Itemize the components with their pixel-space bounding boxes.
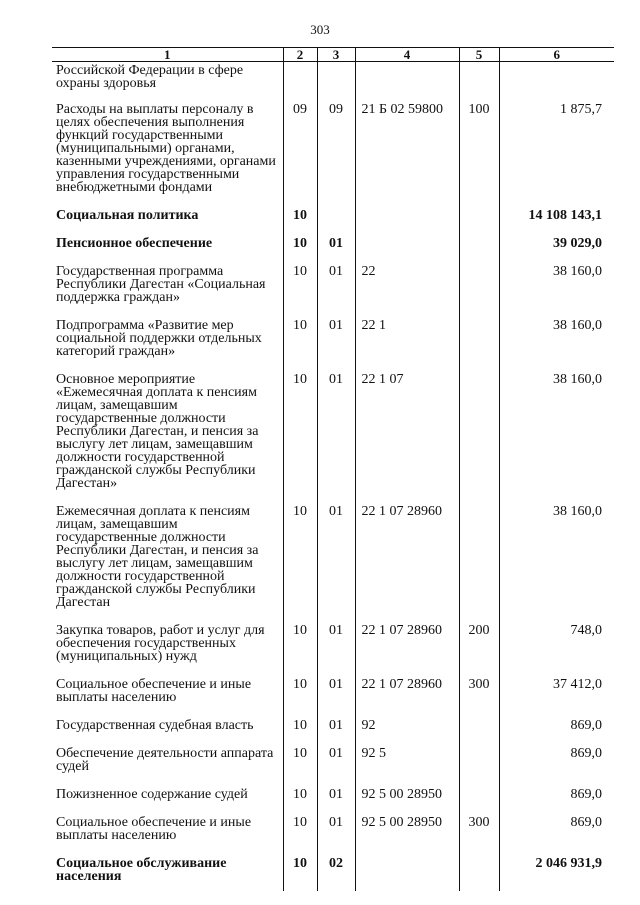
section-code-cell: 10	[283, 262, 317, 316]
table-row	[52, 785, 614, 813]
amount-cell: 38 160,0	[499, 262, 614, 316]
section-code-cell: 10	[283, 854, 317, 891]
table-row	[52, 744, 614, 785]
table-row	[52, 813, 614, 854]
subsection-code-cell	[317, 206, 355, 234]
subsection-code-cell: 01	[317, 316, 355, 370]
section-code-cell: 10	[283, 675, 317, 716]
subsection-code-cell: 09	[317, 100, 355, 206]
target-article-cell: 22	[355, 262, 459, 316]
section-code-cell: 10	[283, 370, 317, 502]
row-name-cell: Российской Федерации в сфере охраны здоровья	[56, 63, 244, 91]
section-code-cell: 09	[283, 100, 317, 206]
expense-type-cell	[459, 370, 499, 502]
amount-cell: 869,0	[499, 716, 614, 744]
subsection-code-cell: 01	[317, 262, 355, 316]
row-name-cell: Социальное обеспечение и иные выплаты населению	[56, 815, 252, 843]
table-row	[52, 62, 614, 101]
expense-type-cell: 200	[459, 621, 499, 675]
target-article-cell: 22 1 07 28960	[355, 502, 459, 621]
target-article-cell: 92 5 00 28950	[355, 785, 459, 813]
row-name-cell: Государственная программа Республики Дагестан «Социальная поддержка граждан»	[56, 264, 266, 305]
subsection-code-cell: 01	[317, 813, 355, 854]
table-row	[52, 854, 614, 891]
expense-type-cell: 300	[459, 813, 499, 854]
expense-type-cell	[459, 234, 499, 262]
section-code-cell: 10	[283, 234, 317, 262]
row-name-cell: Социальное обслуживание населения	[56, 856, 227, 884]
amount-cell: 37 412,0	[499, 675, 614, 716]
expense-type-cell	[459, 62, 499, 101]
expense-type-cell	[459, 785, 499, 813]
amount-cell: 2 046 931,9	[499, 854, 614, 891]
amount-cell: 39 029,0	[499, 234, 614, 262]
amount-cell	[499, 62, 614, 101]
target-article-cell: 21 Б 02 59800	[355, 100, 459, 206]
row-name-cell: Социальная политика	[56, 208, 199, 223]
target-article-cell: 22 1 07 28960	[355, 621, 459, 675]
table-row	[52, 316, 614, 370]
subsection-code-cell: 01	[317, 234, 355, 262]
row-name-cell: Обеспечение деятельности аппарата судей	[56, 746, 274, 774]
subsection-code-cell: 01	[317, 370, 355, 502]
amount-cell: 869,0	[499, 813, 614, 854]
section-code-cell	[283, 62, 317, 101]
amount-cell: 748,0	[499, 621, 614, 675]
table-row	[52, 262, 614, 316]
amount-cell: 869,0	[499, 785, 614, 813]
row-name-cell: Расходы на выплаты персоналу в целях обеспечения выполнения функций государственными (муниципальными) органами, казенными учреждениями, органами управления государственными внебюджетными фондами	[56, 102, 276, 195]
target-article-cell: 22 1	[355, 316, 459, 370]
column-header: 2	[283, 48, 317, 62]
subsection-code-cell: 01	[317, 716, 355, 744]
target-article-cell	[355, 206, 459, 234]
expense-type-cell	[459, 744, 499, 785]
amount-cell: 38 160,0	[499, 316, 614, 370]
amount-cell: 38 160,0	[499, 502, 614, 621]
table-row	[52, 621, 614, 675]
table-row	[52, 716, 614, 744]
budget-table	[52, 47, 614, 891]
target-article-cell: 22 1 07 28960	[355, 675, 459, 716]
expense-type-cell	[459, 854, 499, 891]
section-code-cell: 10	[283, 716, 317, 744]
expense-type-cell	[459, 206, 499, 234]
section-code-cell: 10	[283, 502, 317, 621]
row-name-cell: Пожизненное содержание судей	[56, 787, 248, 802]
expense-type-cell	[459, 262, 499, 316]
section-code-cell: 10	[283, 621, 317, 675]
subsection-code-cell: 01	[317, 785, 355, 813]
subsection-code-cell: 01	[317, 621, 355, 675]
row-name-cell: Подпрограмма «Развитие мер социальной поддержки отдельных категорий граждан»	[56, 318, 262, 359]
section-code-cell: 10	[283, 744, 317, 785]
target-article-cell: 92	[355, 716, 459, 744]
table-body	[52, 62, 614, 892]
section-code-cell: 10	[283, 785, 317, 813]
target-article-cell: 22 1 07	[355, 370, 459, 502]
expense-type-cell	[459, 502, 499, 621]
column-header: 5	[459, 48, 499, 62]
row-name-cell: Государственная судебная власть	[56, 718, 254, 733]
amount-cell: 1 875,7	[499, 100, 614, 206]
row-name-cell: Ежемесячная доплата к пенсиям лицам, замещавшим государственные должности Республики Дагестан, и пенсия за выслугу лет лицам, замещавшим должности государственной гражданской службы Республики Дагестан	[56, 504, 259, 610]
section-code-cell: 10	[283, 316, 317, 370]
expense-type-cell	[459, 716, 499, 744]
table-row	[52, 206, 614, 234]
target-article-cell: 92 5 00 28950	[355, 813, 459, 854]
subsection-code-cell: 02	[317, 854, 355, 891]
row-name-cell: Основное мероприятие «Ежемесячная доплата к пенсиям лицам, замещавшим государственные должности Республики Дагестан, и пенсия за выслугу лет лицам, замещавшим должности государственной гражданской службы Республики Дагестан»	[56, 372, 259, 491]
table-row	[52, 675, 614, 716]
subsection-code-cell: 01	[317, 675, 355, 716]
subsection-code-cell	[317, 62, 355, 101]
section-code-cell: 10	[283, 206, 317, 234]
amount-cell: 14 108 143,1	[499, 206, 614, 234]
table-row	[52, 234, 614, 262]
expense-type-cell	[459, 316, 499, 370]
column-header: 3	[317, 48, 355, 62]
target-article-cell	[355, 62, 459, 101]
row-name-cell: Социальное обеспечение и иные выплаты населению	[56, 677, 252, 705]
page-number: 303	[310, 22, 330, 37]
amount-cell: 869,0	[499, 744, 614, 785]
target-article-cell	[355, 234, 459, 262]
expense-type-cell: 100	[459, 100, 499, 206]
table-header-row	[52, 48, 614, 62]
amount-cell: 38 160,0	[499, 370, 614, 502]
target-article-cell: 92 5	[355, 744, 459, 785]
row-name-cell: Закупка товаров, работ и услуг для обеспечения государственных (муниципальных) нужд	[56, 623, 265, 664]
row-name-cell: Пенсионное обеспечение	[56, 236, 213, 251]
column-header: 6	[499, 48, 614, 62]
subsection-code-cell: 01	[317, 502, 355, 621]
column-header: 4	[355, 48, 459, 62]
target-article-cell	[355, 854, 459, 891]
table-row	[52, 370, 614, 502]
table-row	[52, 502, 614, 621]
table-row	[52, 100, 614, 206]
section-code-cell: 10	[283, 813, 317, 854]
column-header: 1	[52, 48, 283, 62]
expense-type-cell: 300	[459, 675, 499, 716]
subsection-code-cell: 01	[317, 744, 355, 785]
